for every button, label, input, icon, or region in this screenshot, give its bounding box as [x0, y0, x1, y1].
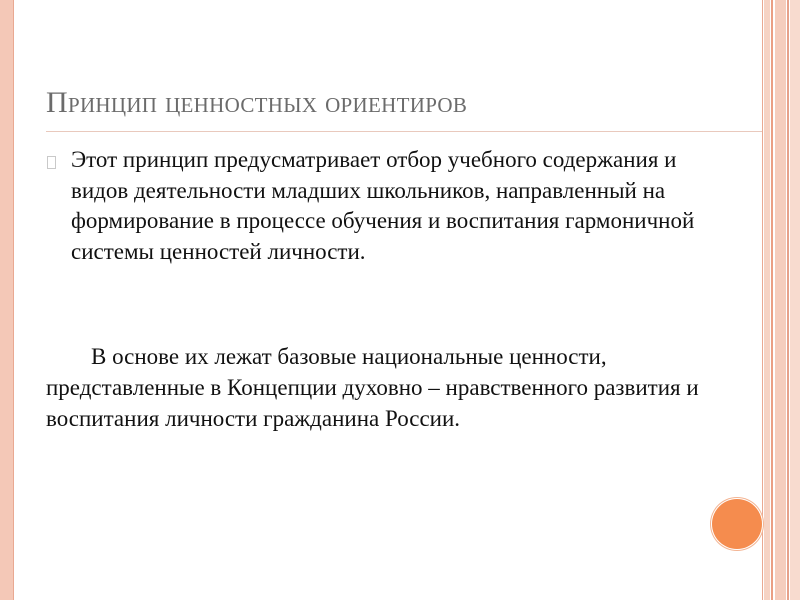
- right-frame-line: [762, 0, 763, 600]
- orange-circle-icon: [712, 499, 762, 549]
- square-bullet-icon: [47, 156, 56, 169]
- left-frame-band: [0, 0, 13, 600]
- slide-title: Принцип ценностных ориентиров: [46, 86, 468, 119]
- right-frame-band-2: [771, 0, 773, 600]
- body-paragraph: В основе их лежат базовые национальные ценности, представленные в Концепции духовно – нравственного развития и воспитания личности гражданина России.: [46, 344, 699, 431]
- right-frame-band-4: [787, 0, 789, 600]
- right-frame-band-1: [764, 0, 770, 600]
- right-frame-band-5: [790, 0, 800, 600]
- right-frame-band-3: [775, 0, 786, 600]
- title-divider: [46, 131, 762, 132]
- bullet-text: Этот принцип предусматривает отбор учебного содержания и видов деятельности младших школьников, направленный на формирование в процессе обучения и воспитания гармоничной системы ценностей личности.: [71, 147, 695, 264]
- left-frame-line: [13, 0, 14, 600]
